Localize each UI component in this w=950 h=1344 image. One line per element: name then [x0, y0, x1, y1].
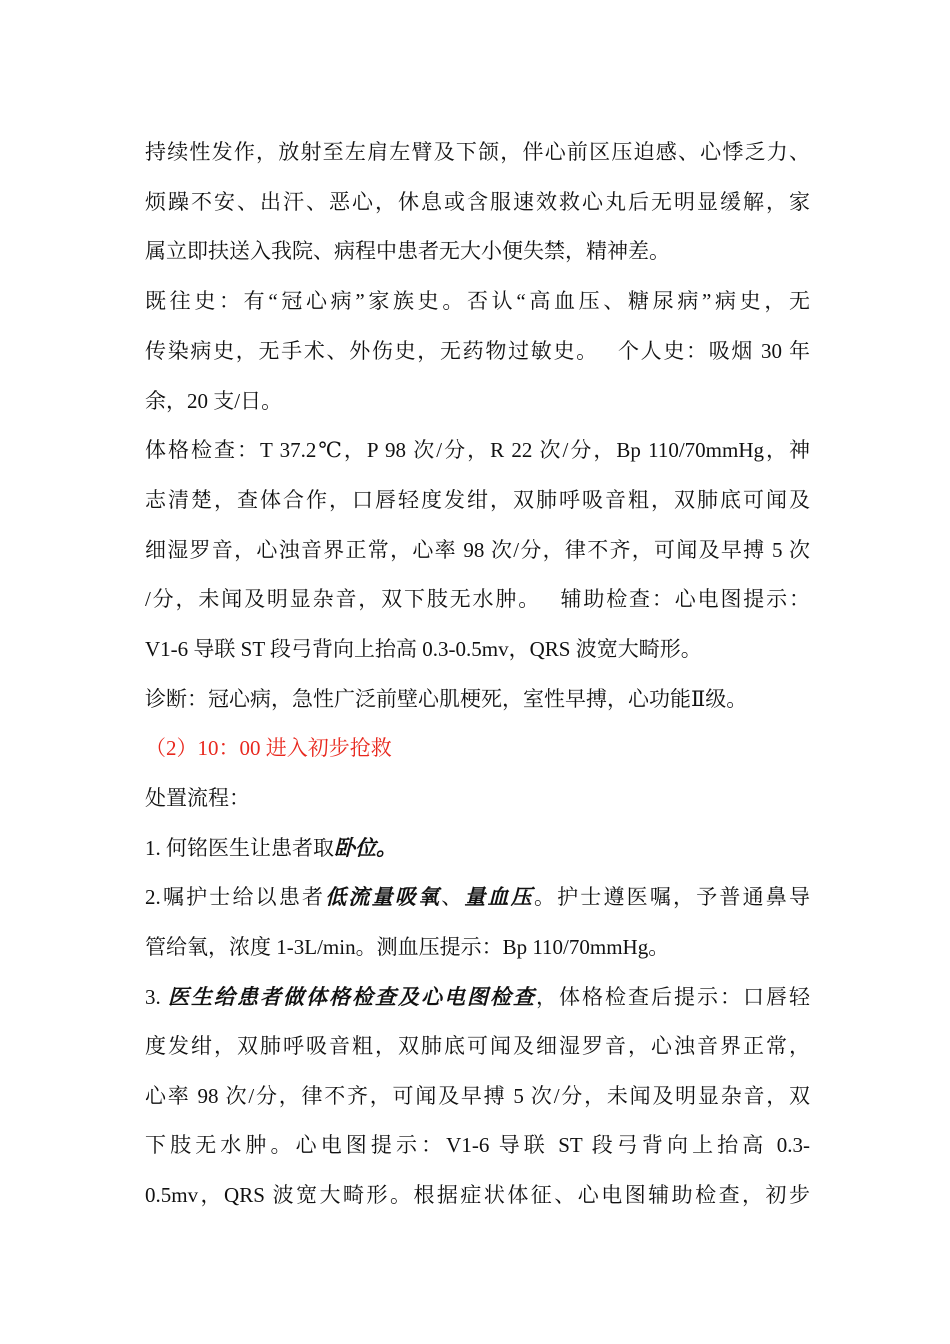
text-line: 0.5mv，QRS 波宽大畸形。根据症状体征、心电图辅助检查，初步 [145, 1183, 810, 1207]
step-1-prefix: 1. 何铭医生让患者取 [145, 836, 334, 860]
step-3-prefix: 3. [145, 985, 168, 1009]
text-line: 处置流程： [145, 786, 250, 810]
text-line: 既往史：有“冠心病”家族史。否认“高血压、糖尿病”病史，无 [145, 289, 810, 313]
step-3-line [145, 982, 810, 1012]
text-line: 志清楚，查体合作，口唇轻度发绀，双肺呼吸音粗，双肺底可闻及 [145, 488, 810, 512]
text-line: 传染病史，无手术、外伤史，无药物过敏史。 个人史：吸烟 30 年 [145, 339, 810, 363]
text-line: 体格检查：T 37.2℃，P 98 次/分，R 22 次/分，Bp 110/70mmHg，神 [145, 438, 810, 462]
step-2-emphasis-b: 量血压 [464, 885, 534, 909]
step-2-emphasis-a: 低流量吸氧 [325, 885, 442, 909]
text-line: 细湿罗音，心浊音界正常，心率 98 次/分，律不齐，可闻及早搏 5 次 [145, 538, 810, 562]
text-line: 心率 98 次/分，律不齐，可闻及早搏 5 次/分，未闻及明显杂音，双 [145, 1084, 810, 1108]
step-1-emphasis: 卧位。 [334, 836, 397, 860]
step-3-emphasis: 医生给患者做体格检查及心电图检查 [168, 985, 536, 1009]
text-line: 余，20 支/日。 [145, 389, 283, 413]
text-line: 持续性发作，放射至左肩左臂及下颌，伴心前区压迫感、心悸乏力、 [145, 140, 810, 164]
section-heading: （2）10：00 进入初步抢救 [145, 736, 392, 760]
text-line: V1-6 导联 ST 段弓背向上抬高 0.3-0.5mv，QRS 波宽大畸形。 [145, 637, 702, 661]
step-2-prefix: 2.嘱护士给以患者 [145, 885, 326, 909]
step-3-suffix: ，体格检查后提示：口唇轻 [536, 985, 810, 1009]
text-line: 属立即扶送入我院、病程中患者无大小便失禁，精神差。 [145, 239, 670, 263]
text-line: 下肢无水肿。心电图提示：V1-6 导联 ST 段弓背向上抬高 0.3- [145, 1133, 810, 1157]
text-line: /分，未闻及明显杂音，双下肢无水肿。 辅助检查：心电图提示： [145, 587, 810, 611]
text-line: 管给氧，浓度 1-3L/min。测血压提示：Bp 110/70mmHg。 [145, 935, 670, 959]
step-2-line [145, 882, 810, 912]
text-line: 诊断：冠心病，急性广泛前壁心肌梗死，室性早搏，心功能Ⅱ级。 [145, 687, 748, 711]
step-1-line [145, 833, 810, 863]
step-2-suffix: 。护士遵医嘱，予普通鼻导 [533, 885, 810, 909]
step-2-separator: 、 [441, 885, 465, 909]
text-line: 烦躁不安、出汗、恶心，休息或含服速效救心丸后无明显缓解，家 [145, 190, 810, 214]
text-line: 度发绀，双肺呼吸音粗，双肺底可闻及细湿罗音，心浊音界正常， [145, 1034, 810, 1058]
